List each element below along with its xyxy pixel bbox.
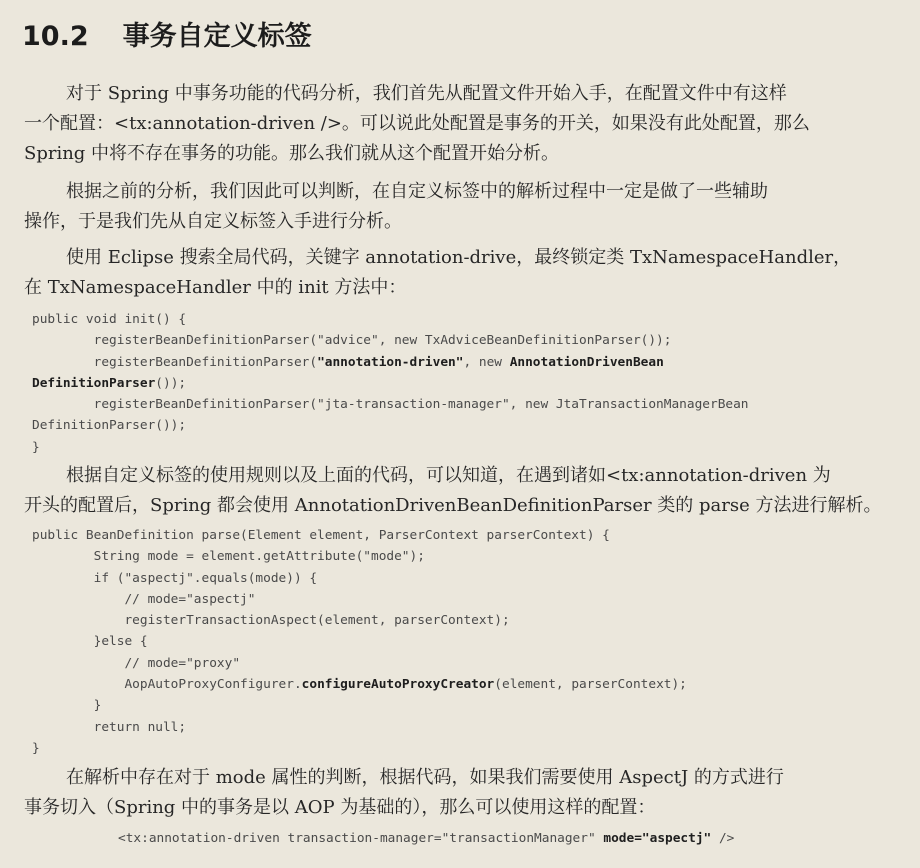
text-line: 根据之前的分析，我们因此可以判断，在自定义标签中的解析过程中一定是做了一些辅助 — [66, 181, 768, 202]
text-line: 在 TxNamespaceHandler 中的 init 方法中： — [24, 277, 407, 298]
paragraph-eclipse-search — [24, 243, 894, 303]
code-line: } — [32, 698, 102, 714]
text-line: 在解析中存在对于 mode 属性的判断，根据代码，如果我们需要使用 AspectJ 的方式进行 — [66, 767, 784, 788]
code-line: return null; — [32, 719, 187, 735]
paragraph-parser-rule — [24, 461, 894, 521]
text-line: 对于 Spring 中事务功能的代码分析，我们首先从配置文件开始入手，在配置文件中有这样 — [66, 83, 787, 104]
code-line: } — [32, 740, 40, 756]
code-line: String mode = element.getAttribute("mode"); — [32, 549, 425, 565]
code-block-config — [118, 828, 734, 849]
code-line: // mode="proxy" — [32, 655, 241, 671]
code-line: DefinitionParser()); — [32, 375, 187, 391]
section-number: 10.2 — [22, 21, 89, 52]
text-line: 一个配置：<tx:annotation-driven />。可以说此处配置是事务的开关，如果没有此处配置，那么 — [24, 113, 810, 134]
section-heading — [22, 14, 312, 53]
text-line: Spring 中将不存在事务的功能。那么我们就从这个配置开始分析。 — [24, 143, 560, 164]
text-line: 开头的配置后，Spring 都会使用 AnnotationDrivenBeanDefinitionParser 类的 parse 方法进行解析。 — [24, 495, 882, 516]
code-line: } — [32, 439, 40, 455]
code-line: registerTransactionAspect(element, parserContext); — [32, 613, 510, 629]
code-line: // mode="aspectj" — [32, 591, 256, 607]
code-line: if ("aspectj".equals(mode)) { — [32, 570, 318, 586]
text-line: 根据自定义标签的使用规则以及上面的代码，可以知道，在遇到诸如<tx:annotation-driven 为 — [66, 465, 831, 486]
code-block-parse — [32, 525, 687, 759]
paragraph-intro — [24, 79, 894, 169]
code-line: registerBeanDefinitionParser("annotation-driven", new AnnotationDrivenBean — [32, 354, 664, 370]
text-line: 操作，于是我们先从自定义标签入手进行分析。 — [24, 211, 402, 232]
text-line: 使用 Eclipse 搜索全局代码，关键字 annotation-drive，最终锁定类 TxNamespaceHandler， — [66, 247, 852, 268]
paragraph-analysis — [24, 177, 894, 237]
code-line: <tx:annotation-driven transaction-manager="transactionManager" mode="aspectj" /> — [118, 831, 735, 846]
code-line: AopAutoProxyConfigurer.configureAutoProxyCreator(element, parserContext); — [32, 677, 687, 693]
code-line: DefinitionParser()); — [32, 418, 187, 434]
paragraph-mode-attribute — [24, 763, 894, 823]
code-line: public void init() { — [32, 312, 187, 327]
code-line: public BeanDefinition parse(Element element, ParserContext parserContext) { — [32, 528, 610, 543]
section-title: 事务自定义标签 — [122, 21, 312, 52]
code-line: registerBeanDefinitionParser("advice", new TxAdviceBeanDefinitionParser()); — [32, 333, 672, 349]
code-line: registerBeanDefinitionParser("jta-transaction-manager", new JtaTransactionManagerBean — [32, 397, 749, 413]
code-block-init — [32, 309, 749, 458]
code-line: }else { — [32, 634, 148, 650]
text-line: 事务切入（Spring 中的事务是以 AOP 为基础的），那么可以使用这样的配置： — [24, 797, 656, 818]
